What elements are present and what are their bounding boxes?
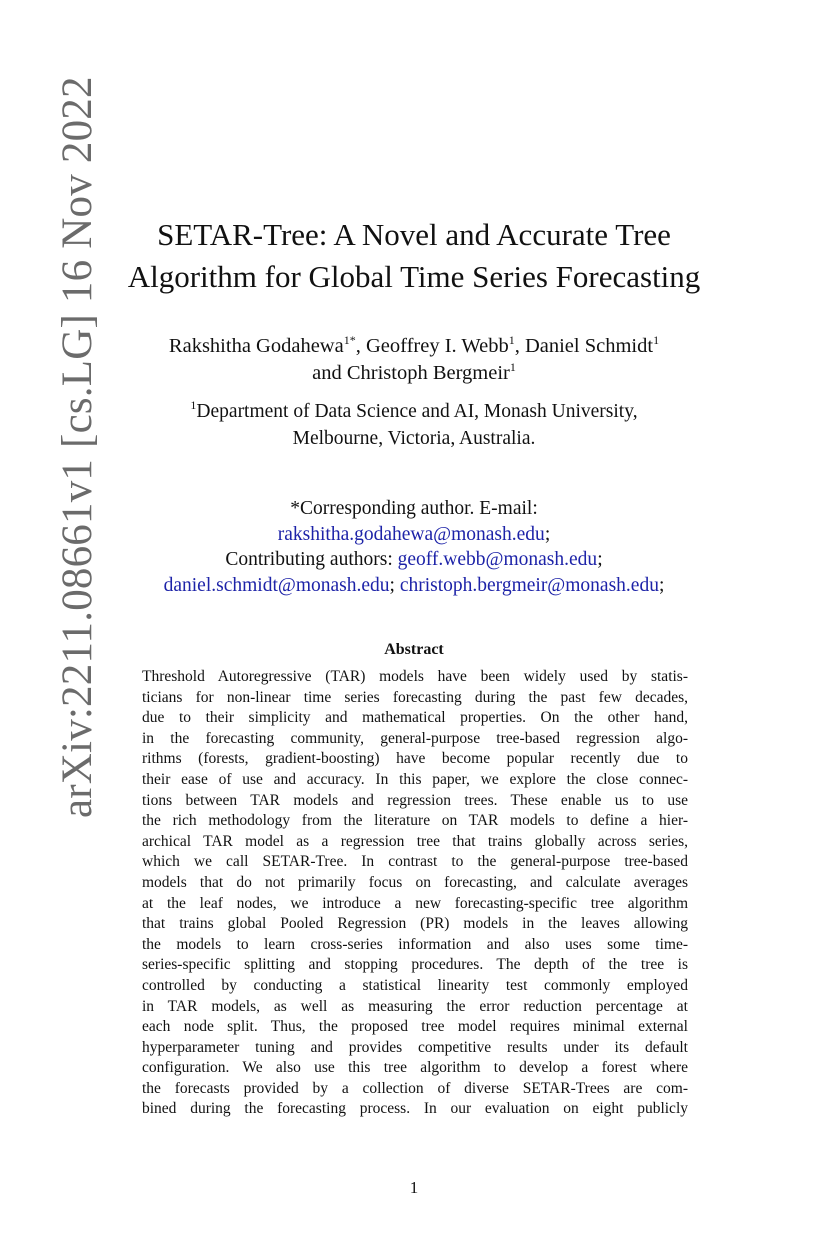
author-godahewa-affiliation: 1* — [343, 333, 356, 347]
author-bergmeir: and Christoph Bergmeir — [312, 362, 510, 384]
email-link-schmidt[interactable]: daniel.schmidt@monash.edu — [163, 574, 390, 596]
abstract-line: series-specific splitting and stopping procedures. The depth of the tree is — [142, 956, 688, 974]
affiliation-line-1 — [0, 398, 828, 425]
abstract-line: tions between TAR models and regression trees. These enable us to use — [142, 791, 688, 809]
abstract-line: the models to learn cross-series information and also uses some time- — [142, 935, 688, 953]
abstract-heading: Abstract — [384, 641, 444, 658]
abstract-line: rithms (forests, gradient-boosting) have become popular recently due to — [142, 750, 688, 768]
separator: ; — [389, 574, 400, 596]
affiliation — [0, 398, 828, 452]
contributing-authors-label: Contributing authors: — [225, 549, 398, 570]
paper-title — [0, 214, 828, 298]
affiliation-department: Department of Data Science and AI, Monash University, — [196, 401, 638, 422]
author-line-2 — [0, 360, 828, 387]
email-link-bergmeir[interactable]: christoph.bergmeir@monash.edu — [399, 574, 659, 596]
corresponding-email-line — [0, 522, 828, 548]
abstract-line: configuration. We also use this tree algorithm to develop a forest where — [142, 1059, 688, 1077]
abstract-line: the forecasts provided by a collection of diverse SETAR-Trees are com- — [142, 1079, 688, 1097]
abstract-line: hyperparameter tuning and provides competitive results under its default — [142, 1038, 688, 1056]
abstract-line: models that do not primarily focus on forecasting, and calculate averages — [142, 873, 688, 891]
title-line-2: Algorithm for Global Time Series Forecasting — [127, 259, 701, 294]
abstract-line: due to their simplicity and mathematical properties. On the other hand, — [142, 709, 688, 727]
abstract-line: which we call SETAR-Tree. In contrast to the general-purpose tree-based — [142, 853, 688, 871]
abstract-line: at the leaf nodes, we introduce a new forecasting-specific tree algorithm — [142, 894, 688, 912]
abstract-line: Threshold Autoregressive (TAR) models have been widely used by statis- — [142, 668, 688, 685]
author-schmidt-affiliation: 1 — [653, 333, 660, 347]
affiliation-line-2: Melbourne, Victoria, Australia. — [292, 428, 536, 449]
abstract-line: the rich methodology from the literature on TAR models to define a hier- — [142, 812, 688, 830]
title-line-1: SETAR-Tree: A Novel and Accurate Tree — [157, 217, 671, 252]
abstract-line: in TAR models, as well as measuring the error reduction percentage at — [142, 997, 688, 1015]
corresponding-label: *Corresponding author. E-mail: — [290, 498, 538, 519]
abstract-body — [142, 667, 688, 1120]
abstract-line: ticians for non-linear time series forecasting during the past few decades, — [142, 688, 688, 706]
affiliation-marker: 1 — [190, 398, 197, 412]
abstract-line: their ease of use and accuracy. In this paper, we explore the close connec- — [142, 770, 688, 788]
email-link-webb[interactable]: geoff.webb@monash.edu — [397, 549, 598, 570]
contributing-authors-line — [0, 547, 828, 573]
abstract-line: bined during the forecasting process. In our evaluation on eight publicly — [142, 1100, 688, 1118]
separator: ; — [658, 574, 665, 596]
author-list — [0, 333, 828, 387]
page-number: 1 — [409, 1178, 419, 1197]
arxiv-identifier: arXiv:2211.08661v1 [cs.LG] 16 Nov 2022 — [54, 76, 101, 818]
author-webb-affiliation: 1 — [508, 333, 515, 347]
author-line-1 — [0, 333, 828, 360]
abstract-line: in the forecasting community, general-purpose tree-based regression algo- — [142, 729, 688, 747]
abstract-line: each node split. Thus, the proposed tree model requires minimal external — [142, 1018, 688, 1036]
correspondence-block — [0, 496, 828, 598]
contributing-emails-line — [0, 573, 828, 599]
author-godahewa: Rakshitha Godahewa — [168, 335, 344, 357]
email-link-godahewa[interactable]: rakshitha.godahewa@monash.edu — [277, 523, 545, 545]
abstract-line: controlled by conducting a statistical linearity test commonly employed — [142, 976, 688, 994]
author-schmidt: , Daniel Schmidt — [514, 335, 654, 357]
separator: ; — [544, 523, 551, 545]
author-webb: , Geoffrey I. Webb — [355, 335, 509, 357]
abstract-line: archical TAR model as a regression tree that trains globally across series, — [142, 832, 688, 850]
author-bergmeir-affiliation: 1 — [509, 360, 516, 374]
abstract-line: that trains global Pooled Regression (PR) models in the leaves allowing — [142, 915, 688, 933]
separator: ; — [597, 549, 603, 570]
